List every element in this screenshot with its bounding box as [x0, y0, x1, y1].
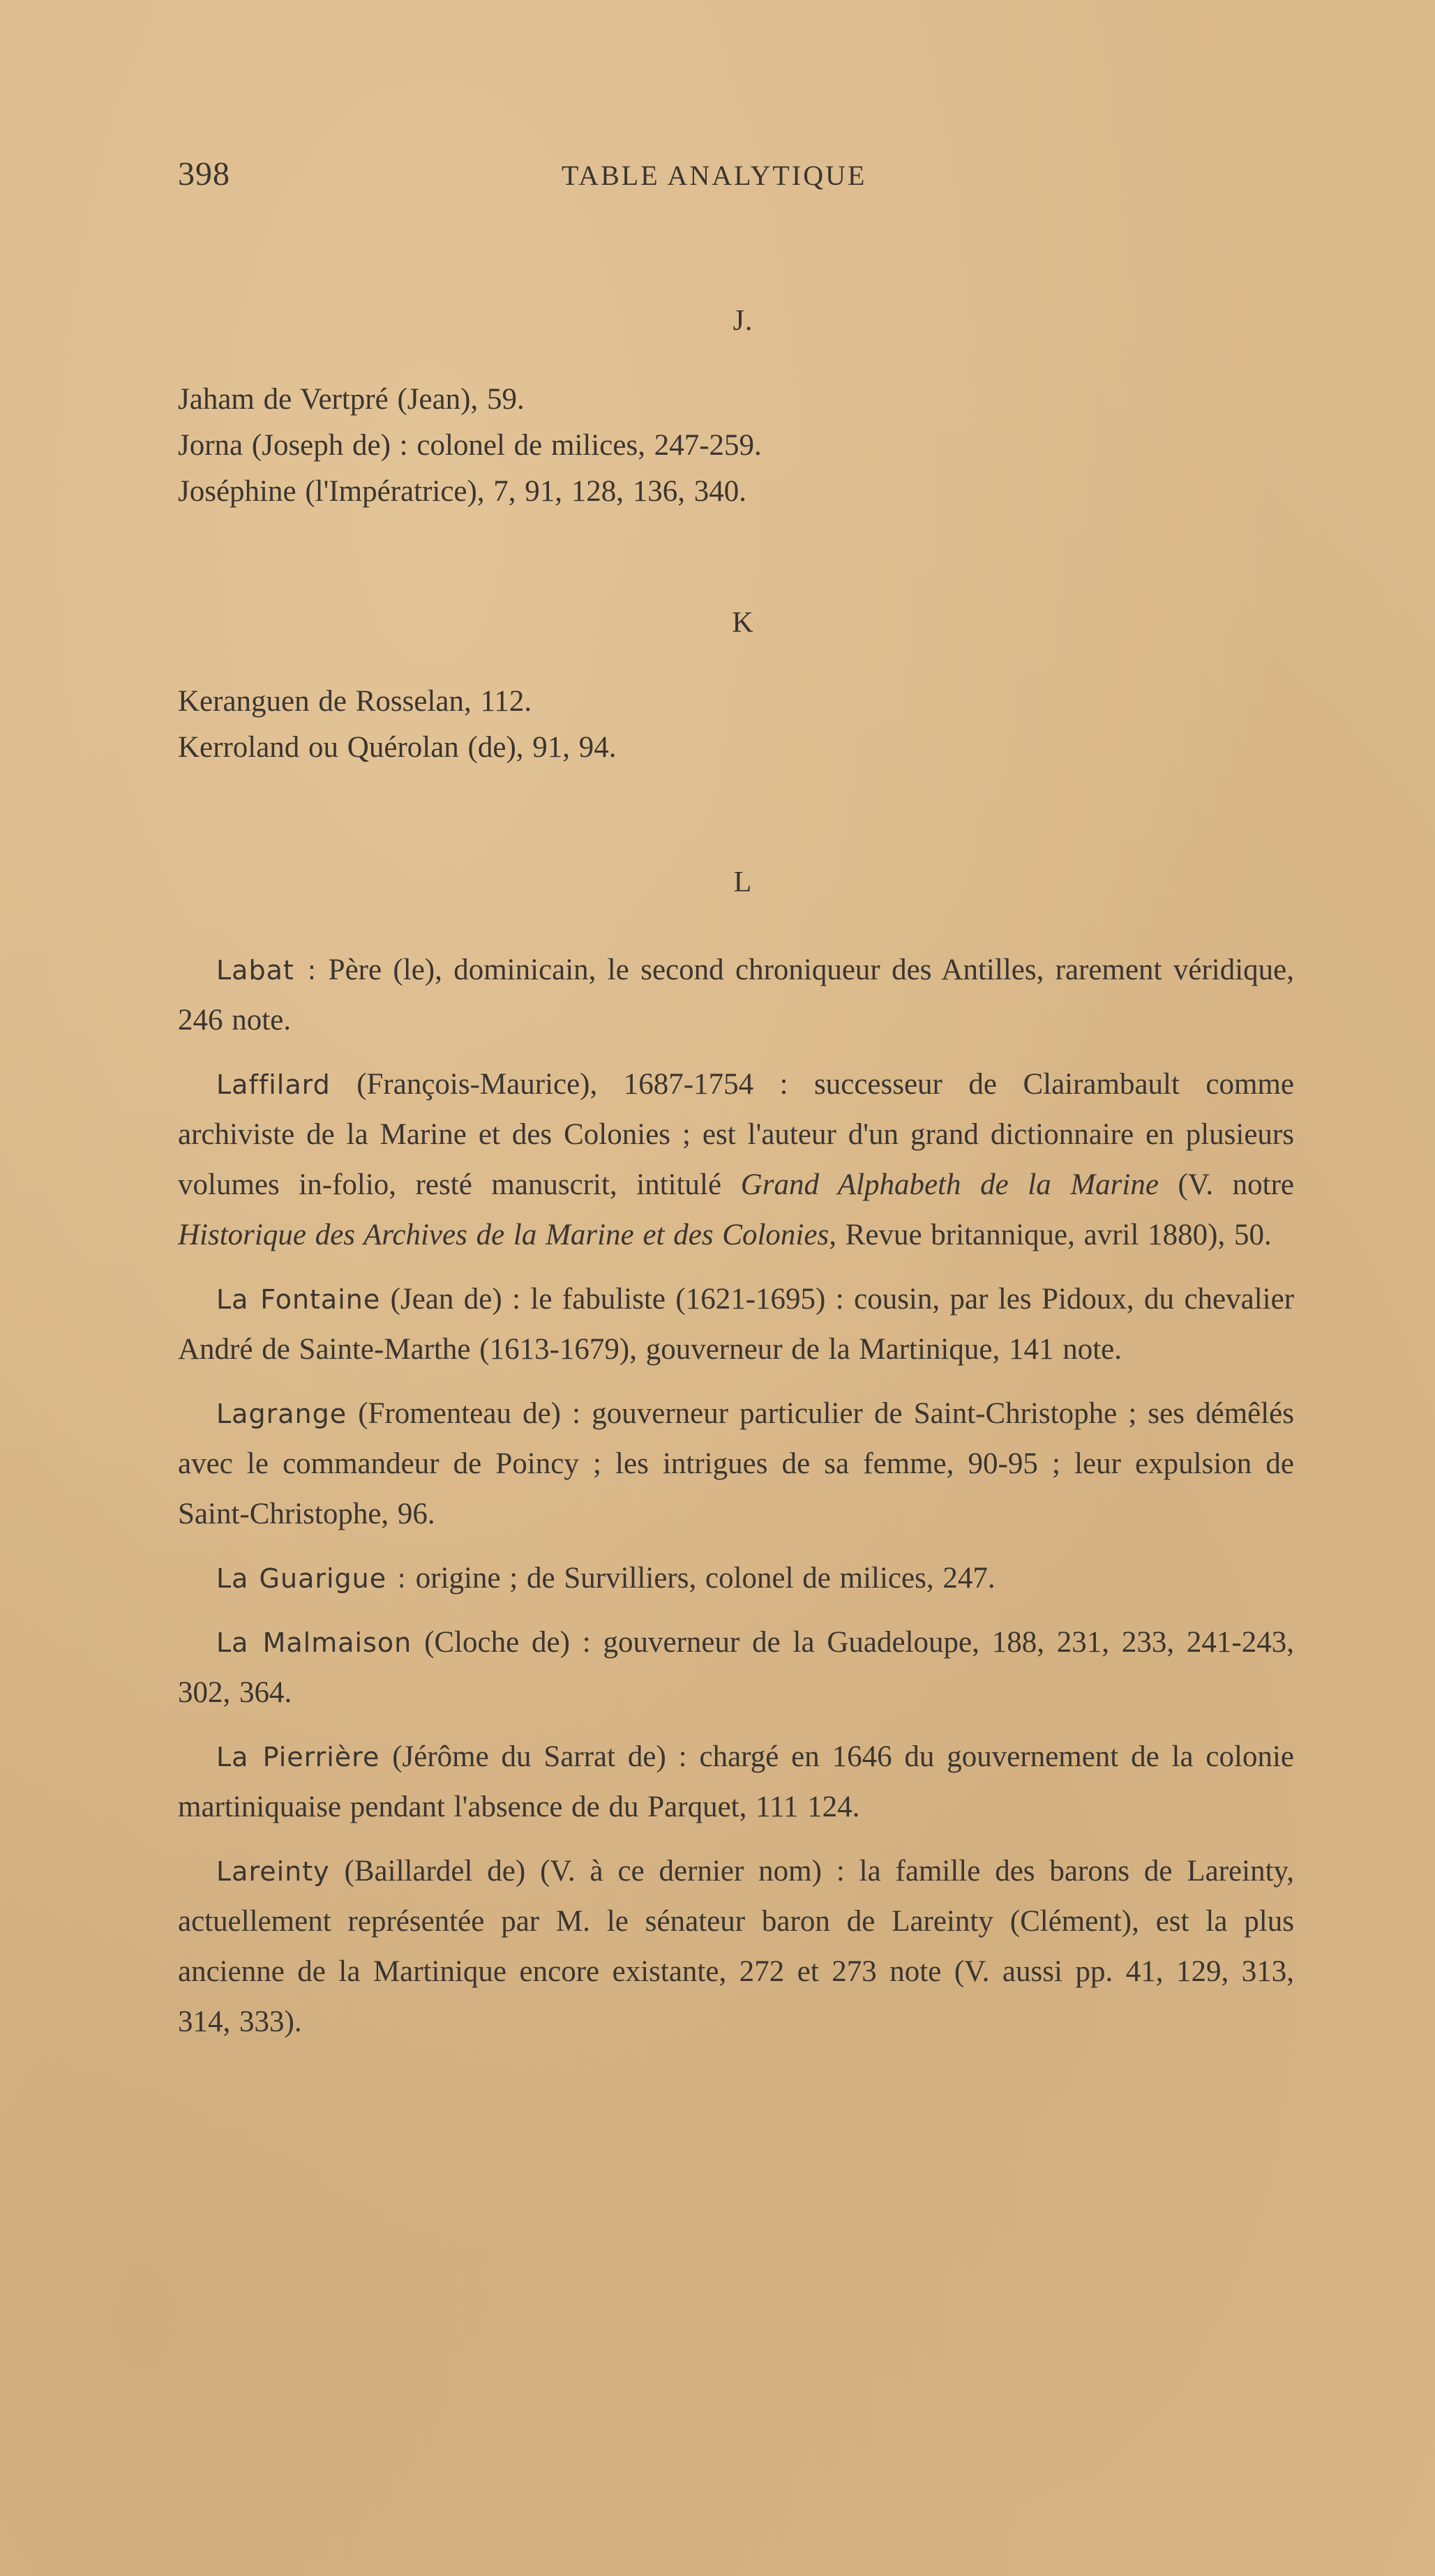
entry-head-la-fontaine: La Fontaine	[216, 1284, 381, 1315]
section-letter-k: K	[732, 607, 754, 639]
index-entry-lagrange	[178, 1389, 1294, 1539]
entry-head-la-guarigue: La Guarigue :	[216, 1563, 407, 1594]
entry-text-la-malmaison: (Cloche de) : gouverneur de la Guadeloupe, 188, 231, 233, 241-243, 302, 364.	[178, 1626, 1294, 1709]
section-k-entries	[178, 679, 1294, 771]
index-entry-josephine: Joséphine (l'Impératrice), 7, 91, 128, 136, 340.	[178, 475, 747, 508]
section-j-entries	[178, 377, 1294, 515]
entry-title-historique: Historique des Archives de la Marine et des Colonies,	[178, 1219, 836, 1251]
index-entry-kerroland: Kerroland ou Quérolan (de), 91, 94.	[178, 731, 617, 764]
entry-text-la-pierriere: (Jérôme du Sarrat de) : chargé en 1646 du gouvernement de la colonie martiniquaise pendant l'absence de du Parquet, 111 124.	[178, 1740, 1294, 1823]
entry-text-lagrange: (Fromenteau de) : gouverneur particulier de Saint-Christophe ; ses démêlés avec le commandeur de Poincy ; les intrigues de sa femme, 90-95 ; leur expulsion de Saint-Christophe, 96.	[178, 1397, 1294, 1530]
index-entry-la-malmaison	[178, 1618, 1294, 1718]
index-entry-jaham: Jaham de Vertpré (Jean), 59.	[178, 383, 525, 416]
entry-head-labat: Labat :	[216, 955, 317, 986]
index-entry-laffilard	[178, 1060, 1294, 1260]
entry-head-la-malmaison: La Malmaison	[216, 1627, 412, 1658]
page-number: 398	[178, 156, 230, 193]
entry-head-laffilard: Laffilard	[216, 1069, 331, 1100]
entry-title-grand-alphabeth: Grand Alphabeth de la Marine	[740, 1168, 1159, 1201]
index-entry-la-fontaine	[178, 1274, 1294, 1375]
running-title: TABLE ANALYTIQUE	[562, 160, 867, 191]
section-letter-j: J.	[732, 305, 753, 337]
index-entry-labat	[178, 945, 1294, 1046]
index-entry-keranguen: Keranguen de Rosselan, 112.	[178, 685, 532, 718]
entry-text-la-guarigue: origine ; de Survilliers, colonel de milices, 247.	[415, 1562, 996, 1595]
index-content	[178, 300, 1294, 2061]
index-entry-jorna: Jorna (Joseph de) : colonel de milices, 247-259.	[178, 429, 762, 462]
entry-text-laffilard-3: Revue britannique, avril 1880), 50.	[845, 1219, 1272, 1251]
running-head	[178, 155, 1280, 197]
entry-text-la-fontaine: (Jean de) : le fabuliste (1621-1695) : cousin, par les Pidoux, du chevalier André de Sainte-Marthe (1613-1679), gouverneur de la Martinique, 141 note.	[178, 1283, 1295, 1366]
entry-text-laffilard-2: (V. notre	[1178, 1168, 1295, 1201]
section-letter-l: L	[733, 866, 753, 898]
section-l-entries	[178, 945, 1294, 2047]
entry-head-lareinty: Lareinty	[216, 1856, 330, 1887]
entry-text-lareinty: (Baillardel de) (V. à ce dernier nom) : la famille des barons de Lareinty, actuellement représentée par M. le sénateur baron de Lareinty (Clément), est la plus ancienne de la Martinique encore existante, 272 et 273 note (V. aussi pp. 41, 129, 313, 314, 333).	[178, 1855, 1294, 2038]
index-entry-la-pierriere	[178, 1732, 1294, 1832]
index-entry-la-guarigue	[178, 1553, 1294, 1604]
entry-text-laffilard-1: (François-Maurice), 1687-1754 : successeur de Clairambault comme archiviste de la Marine et des Colonies ; est l'auteur d'un grand dictionnaire en plusieurs volumes in-folio, resté manuscrit, intitulé	[178, 1068, 1294, 1201]
entry-head-la-pierriere: La Pierrière	[216, 1742, 380, 1772]
entry-text-labat: Père (le), dominicain, le second chroniqueur des Antilles, rarement véridique, 246 note.	[178, 954, 1294, 1037]
entry-head-lagrange: Lagrange	[216, 1399, 347, 1429]
index-entry-lareinty	[178, 1846, 1294, 2047]
